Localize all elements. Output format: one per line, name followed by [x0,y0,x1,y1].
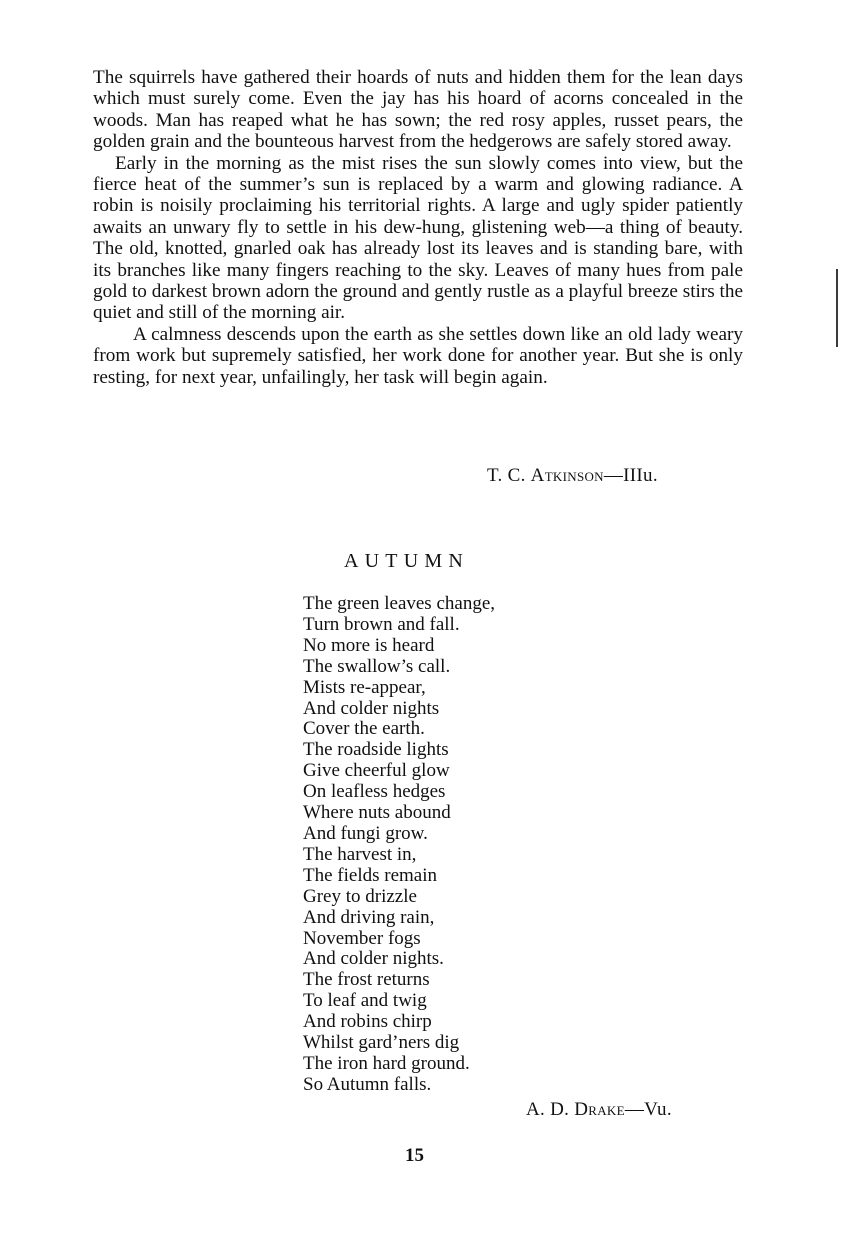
poem-author-surname: Drake [574,1099,625,1120]
essay-author-form: —IIIu. [603,465,658,486]
essay-paragraph: A calmness descends upon the earth as she settles down like an old lady weary from work but supremely satisfied, her work done for another year. But she is only resting, for next year, unfailingly, her task will begin again. [93,323,743,388]
poem-line: Grey to drizzle [303,885,417,907]
essay-author-initials: T. C. [487,465,531,486]
page-number: 15 [405,1145,424,1166]
poem-line: Where nuts abound [303,802,451,824]
poem-line: The roadside lights [303,739,449,761]
poem-line: So Autumn falls. [303,1073,432,1095]
poem-line: Cover the earth. [303,718,425,740]
poem-line: Turn brown and fall. [303,613,460,635]
essay-author-surname: Atkinson [530,465,604,486]
poem-line: And colder nights. [303,948,444,970]
poem-line: To leaf and twig [303,990,427,1012]
poem-line: And robins chirp [303,1011,432,1033]
poem-body [303,594,495,1096]
poem-line: No more is heard [303,634,435,656]
poem-line: The iron hard ground. [303,1052,470,1074]
poem-line: Give cheerful glow [303,760,450,782]
poem-author-signature [526,1099,672,1121]
essay-author-signature [487,465,658,487]
poem-author-initials: A. D. [526,1099,575,1120]
poem-line: November fogs [303,927,421,949]
poem-line: Whilst gard’ners dig [303,1032,460,1054]
poem-line: Mists re-appear, [303,676,426,698]
poem-line: The green leaves change, [303,593,496,614]
poem-title: AUTUMN [344,550,469,572]
margin-rule [836,269,838,347]
essay-paragraph: The squirrels have gathered their hoards of nuts and hidden them for the lean days which must surely come. Even the jay has his hoard of acorns concealed in the woods. Man has reaped what he has sown; the red rosy apples, russet pears, the golden grain and the bounteous harvest from the hedgerows are safely stored away. [93,67,743,153]
poem-line: The frost returns [303,969,430,991]
essay-paragraph: Early in the morning as the mist rises the sun slowly comes into view, but the fierce heat of the summer’s sun is replaced by a warm and glowing radiance. A robin is noisily proclaiming his territorial rights. A large and ugly spider patiently awaits an unwary fly to settle in his dew-hung, glistening web—a thing of beauty. The old, knotted, gnarled oak has already lost its leaves and is standing bare, with its branches like many fingers reaching to the sky. Leaves of many hues from pale gold to darkest brown adorn the ground and gently rustle as a playful breeze stirs the quiet and still of the morning air. [93,152,743,324]
poem-author-form: —Vu. [624,1099,672,1120]
poem-line: The fields remain [303,864,438,886]
poem-line: On leafless hedges [303,781,446,803]
poem-line: The swallow’s call. [303,655,451,677]
poem-line: The harvest in, [303,843,417,865]
poem-line: And colder nights [303,697,440,719]
essay-body [93,67,743,388]
poem-line: And driving rain, [303,906,435,928]
poem-line: And fungi grow. [303,822,428,844]
